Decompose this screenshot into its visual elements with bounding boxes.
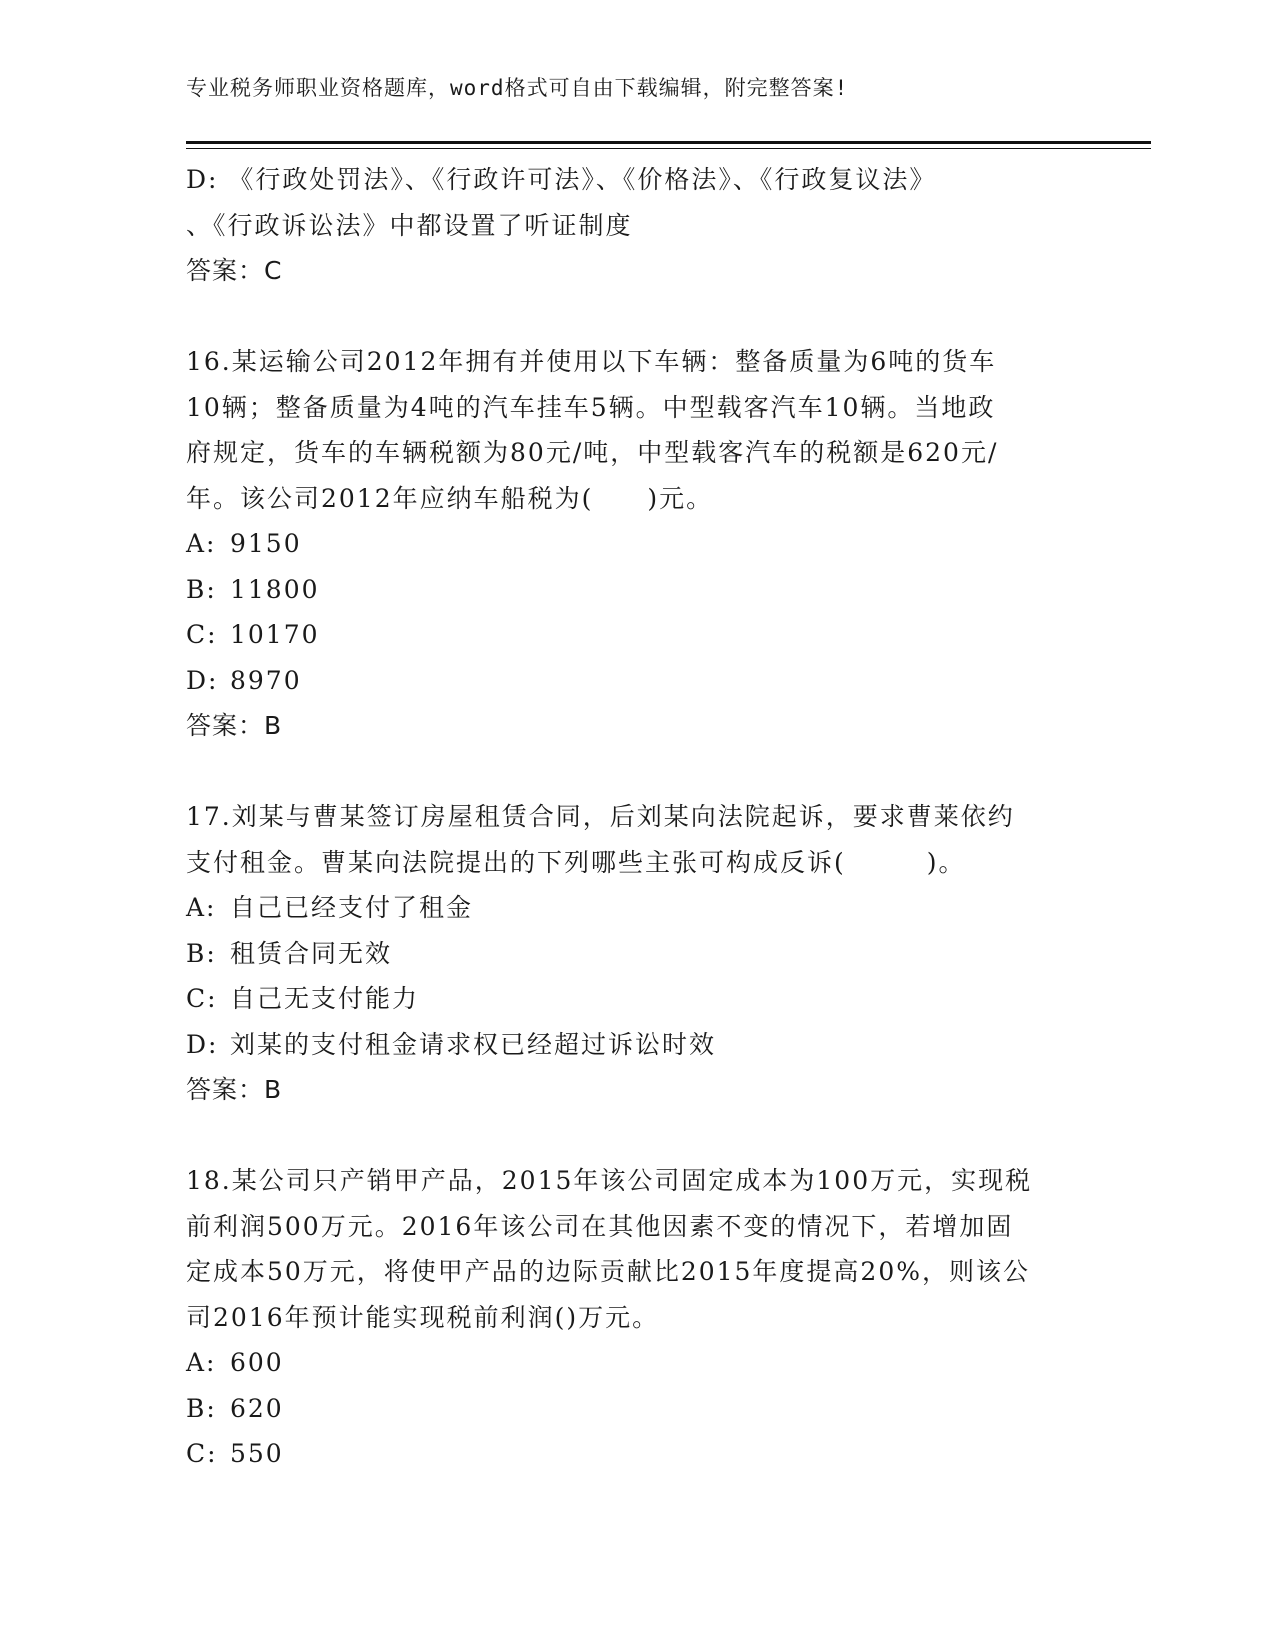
question-stem-line: 府规定，货车的车辆税额为80元/吨，中型载客汽车的税额是620元/ bbox=[186, 438, 999, 467]
answer-line: 答案：B bbox=[186, 711, 283, 740]
option-c bbox=[186, 1431, 1086, 1477]
option-a bbox=[186, 885, 1086, 931]
option-text: 9150 bbox=[230, 529, 302, 558]
header-rule-thick bbox=[186, 141, 1151, 144]
option-label: C: bbox=[186, 984, 218, 1013]
option-label: D: bbox=[186, 665, 219, 695]
option-d bbox=[186, 658, 1086, 704]
page-header: 专业税务师职业资格题库，word格式可自由下载编辑，附完整答案! bbox=[186, 76, 849, 100]
option-d bbox=[186, 1022, 1086, 1068]
answer-line: 答案：C bbox=[186, 256, 283, 285]
option-text: 10170 bbox=[230, 620, 320, 649]
question-16 bbox=[186, 339, 1086, 749]
question-stem-line: 司2016年预计能实现税前利润()万元。 bbox=[186, 1302, 660, 1332]
option-c bbox=[186, 976, 1086, 1022]
option-label: A: bbox=[186, 529, 217, 558]
question-stem-line: 定成本50万元，将使甲产品的边际贡献比2015年度提高20%，则该公 bbox=[186, 1257, 1031, 1286]
option-text: 11800 bbox=[230, 574, 320, 604]
option-text: 刘某的支付租金请求权已经超过诉讼时效 bbox=[230, 1029, 717, 1059]
question-stem-line: 17.刘某与曹某签订房屋租赁合同，后刘某向法院起诉，要求曹莱依约 bbox=[186, 802, 1015, 831]
option-c bbox=[186, 612, 1086, 658]
option-d-line: D: 《行政处罚法》、《行政许可法》、《价格法》、《行政复议法》 bbox=[186, 165, 937, 194]
option-b bbox=[186, 1386, 1086, 1432]
option-a bbox=[186, 521, 1086, 567]
question-18 bbox=[186, 1158, 1086, 1477]
spacer bbox=[186, 749, 1086, 795]
option-text: 自己已经支付了租金 bbox=[230, 893, 474, 922]
option-label: D: bbox=[186, 1029, 219, 1059]
question-stem-line: 支付租金。曹某向法院提出的下列哪些主张可构成反诉( )。 bbox=[186, 847, 966, 877]
option-text: 8970 bbox=[230, 665, 302, 695]
option-label: B: bbox=[186, 1393, 217, 1423]
option-text: 租赁合同无效 bbox=[230, 938, 393, 968]
question-stem-line: 前利润500万元。2016年该公司在其他因素不变的情况下，若增加固 bbox=[186, 1211, 1014, 1241]
option-d-line: 、《行政诉讼法》中都设置了听证制度 bbox=[186, 210, 633, 240]
question-15-tail bbox=[186, 157, 1086, 294]
option-text: 620 bbox=[230, 1393, 284, 1423]
answer-line: 答案：B bbox=[186, 1075, 283, 1104]
option-b bbox=[186, 931, 1086, 977]
option-text: 600 bbox=[230, 1348, 284, 1377]
option-label: B: bbox=[186, 938, 217, 968]
question-stem-line: 10辆；整备质量为4吨的汽车挂车5辆。中型载客汽车10辆。当地政 bbox=[186, 392, 996, 422]
option-b bbox=[186, 567, 1086, 613]
header-rule-thin bbox=[186, 148, 1151, 149]
question-17 bbox=[186, 794, 1086, 1113]
option-label: C: bbox=[186, 1439, 218, 1468]
question-stem-line: 16.某运输公司2012年拥有并使用以下车辆：整备质量为6吨的货车 bbox=[186, 347, 997, 376]
option-a bbox=[186, 1340, 1086, 1386]
question-list bbox=[186, 157, 1086, 1477]
option-label: C: bbox=[186, 620, 218, 649]
question-stem-line: 年。该公司2012年应纳车船税为( )元。 bbox=[186, 483, 714, 513]
spacer bbox=[186, 1113, 1086, 1159]
spacer bbox=[186, 294, 1086, 340]
option-text: 自己无支付能力 bbox=[230, 984, 420, 1013]
option-text: 550 bbox=[230, 1439, 284, 1468]
option-label: B: bbox=[186, 574, 217, 604]
question-stem-line: 18.某公司只产销甲产品，2015年该公司固定成本为100万元，实现税 bbox=[186, 1166, 1033, 1195]
option-label: A: bbox=[186, 1348, 217, 1377]
option-label: A: bbox=[186, 893, 217, 922]
